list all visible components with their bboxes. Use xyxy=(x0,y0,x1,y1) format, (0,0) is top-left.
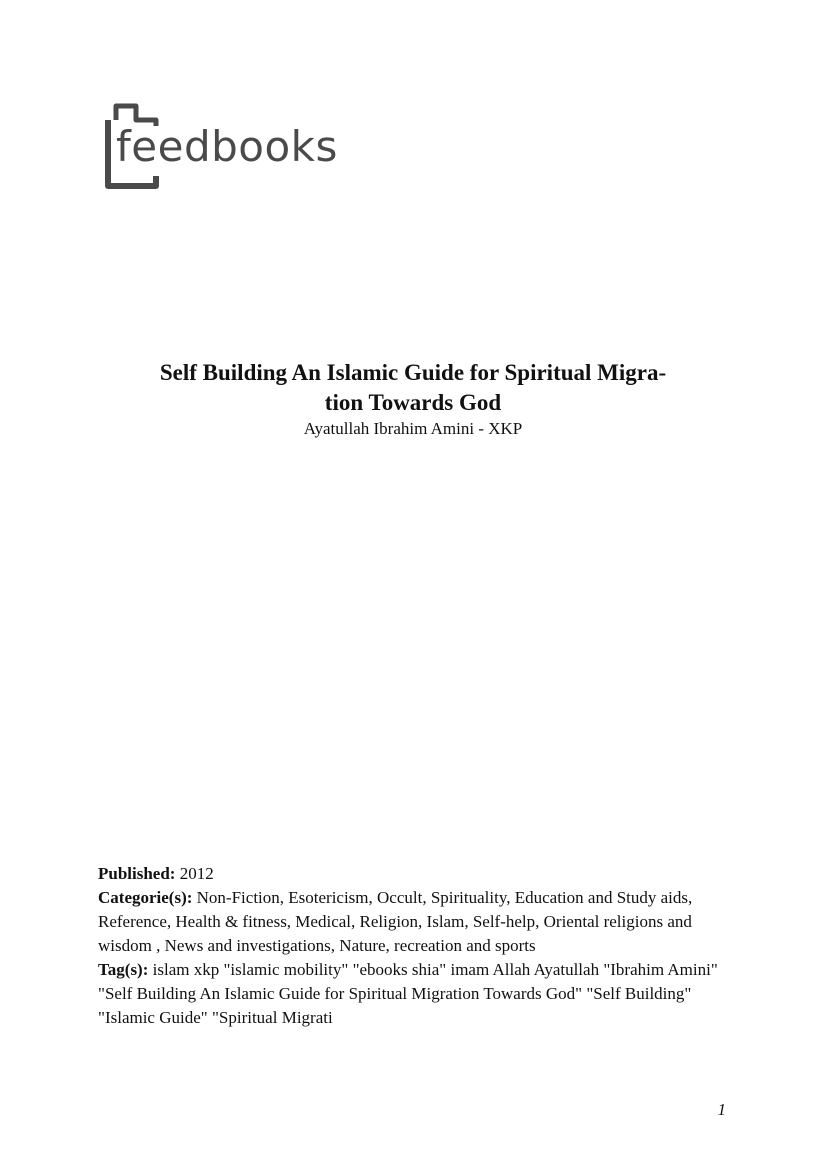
categories-value: Non-Fiction, Esotericism, Occult, Spirituality, Education and Study aids, Reference, Health & fitness, Medical, Religion, Islam, Self-help, Oriental religions and wisdom , News and investigations, Nature, recreation and sports xyxy=(98,888,693,955)
book-title xyxy=(80,358,746,418)
feedbooks-logo xyxy=(102,100,362,192)
published-row xyxy=(98,862,738,886)
categories-label: Categorie(s): xyxy=(98,888,193,907)
metadata-block xyxy=(98,862,738,1030)
categories-row xyxy=(98,886,738,958)
published-label: Published: xyxy=(98,864,176,883)
title-block xyxy=(80,358,746,440)
published-value: 2012 xyxy=(179,864,214,883)
tags-label: Tag(s): xyxy=(98,960,149,979)
logo-wordmark: feedbooks xyxy=(116,122,338,171)
book-title-line-2: tion Towards God xyxy=(324,390,502,415)
book-author: Ayatullah Ibrahim Amini - XKP xyxy=(303,419,523,438)
book-title-line-1: Self Building An Islamic Guide for Spiritual Migra- xyxy=(159,360,667,385)
tags-value: islam xkp "islamic mobility" "ebooks shia" imam Allah Ayatullah "Ibrahim Amini" "Self Building An Islamic Guide for Spiritual Migration Towards God" "Self Building" "Islamic Guide" "Spiritual Migrati xyxy=(98,960,718,1027)
page-number: 1 xyxy=(717,1100,726,1119)
tags-row xyxy=(98,958,738,1030)
